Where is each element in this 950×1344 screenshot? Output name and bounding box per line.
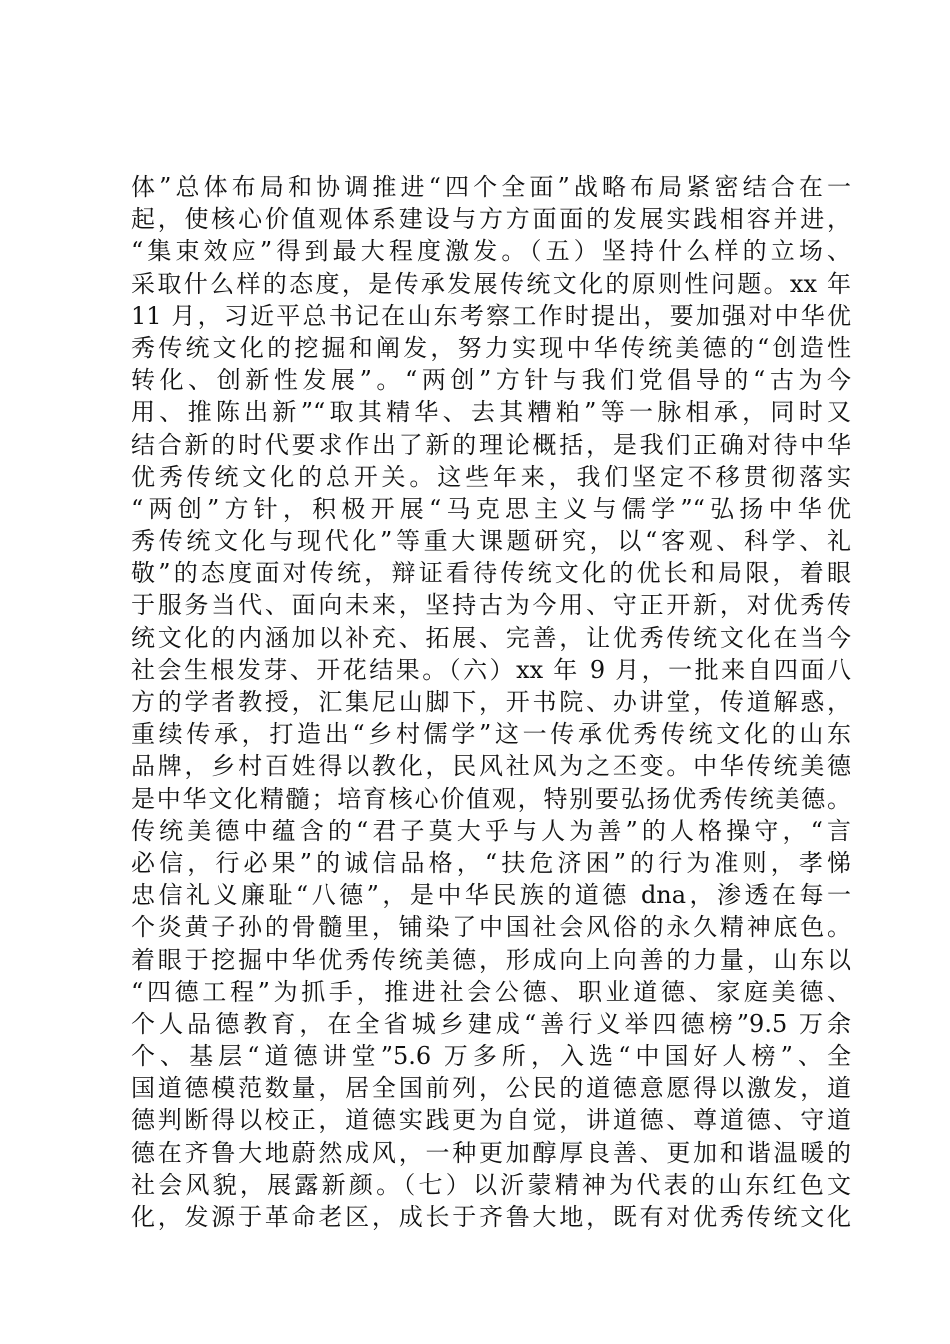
text-line: 11 月，习近平总书记在山东考察工作时提出，要加强对中华优 xyxy=(131,301,851,330)
text-line: 忠信礼义廉耻“八德”，是中华民族的道德 dna，渗透在每一 xyxy=(131,881,851,910)
text-line: 传统美德中蕴含的“君子莫大乎与人为善”的人格操守，“言 xyxy=(131,816,851,845)
text-line: 品牌，乡村百姓得以教化，民风社风为之丕变。中华传统美德 xyxy=(131,752,851,781)
text-line: 必信，行必果”的诚信品格，“扶危济困”的行为准则，孝悌 xyxy=(131,848,851,877)
text-line: 转化、创新性发展”。“两创”方针与我们党倡导的“古为今 xyxy=(131,366,851,395)
text-line: 结合新的时代要求作出了新的理论概括，是我们正确对待中华 xyxy=(131,430,851,459)
text-line: 重续传承，打造出“乡村儒学”这一传承优秀传统文化的山东 xyxy=(131,720,851,749)
text-line: 采取什么样的态度，是传承发展传统文化的原则性问题。xx 年 xyxy=(131,269,851,298)
text-line: “四德工程”为抓手，推进社会公德、职业道德、家庭美德、 xyxy=(131,977,851,1006)
text-line: 国道德模范数量，居全国前列，公民的道德意愿得以激发，道 xyxy=(131,1074,851,1103)
text-line: 社会风貌，展露新颜。（七）以沂蒙精神为代表的山东红色文 xyxy=(131,1170,851,1199)
text-line: 德在齐鲁大地蔚然成风，一种更加醇厚良善、更加和谐温暖的 xyxy=(131,1138,851,1167)
text-line: 于服务当代、面向未来，坚持古为今用、守正开新，对优秀传 xyxy=(131,591,851,620)
text-line: 社会生根发芽、开花结果。（六）xx 年 9 月，一批来自四面八 xyxy=(131,655,851,684)
text-line: 方的学者教授，汇集尼山脚下，开书院、办讲堂，传道解惑， xyxy=(131,688,851,716)
text-line: 个、基层“道德讲堂”5.6 万多所，入选“中国好人榜”、全 xyxy=(131,1042,851,1071)
text-line: 个炎黄子孙的骨髓里，铺染了中国社会风俗的永久精神底色。 xyxy=(131,913,851,942)
body-text xyxy=(131,171,851,1233)
text-line: 起，使核心价值观体系建设与方方面面的发展实践相容并进， xyxy=(131,205,851,234)
text-line: 个人品德教育，在全省城乡建成“善行义举四德榜”9.5 万余 xyxy=(131,1009,851,1038)
text-line: 化，发源于革命老区，成长于齐鲁大地，既有对优秀传统文化 xyxy=(131,1203,851,1231)
text-line: 秀传统文化与现代化”等重大课题研究，以“客观、科学、礼 xyxy=(131,527,851,556)
text-line: 秀传统文化的挖掘和阐发，努力实现中华传统美德的“创造性 xyxy=(131,333,851,362)
text-line: 优秀传统文化的总开关。这些年来，我们坚定不移贯彻落实 xyxy=(131,462,851,491)
text-line: 用、推陈出新”“取其精华、去其糟粕”等一脉相承，同时又 xyxy=(131,398,851,427)
text-line: 敬”的态度面对传统，辩证看待传统文化的优长和局限，着眼 xyxy=(131,559,851,588)
text-line: 统文化的内涵加以补充、拓展、完善，让优秀传统文化在当今 xyxy=(131,623,851,652)
text-line: “集束效应”得到最大程度激发。（五）坚持什么样的立场、 xyxy=(131,237,851,266)
text-line: 是中华文化精髓；培育核心价值观，特别要弘扬优秀传统美德。 xyxy=(131,784,851,813)
text-line: 着眼于挖掘中华优秀传统美德，形成向上向善的力量，山东以 xyxy=(131,945,851,974)
text-line: “两创”方针，积极开展“马克思主义与儒学”“弘扬中华优 xyxy=(131,494,851,523)
text-line: 德判断得以校正，道德实践更为自觉，讲道德、尊道德、守道 xyxy=(131,1106,851,1135)
text-line: 体”总体布局和协调推进“四个全面”战略布局紧密结合在一 xyxy=(131,173,851,201)
